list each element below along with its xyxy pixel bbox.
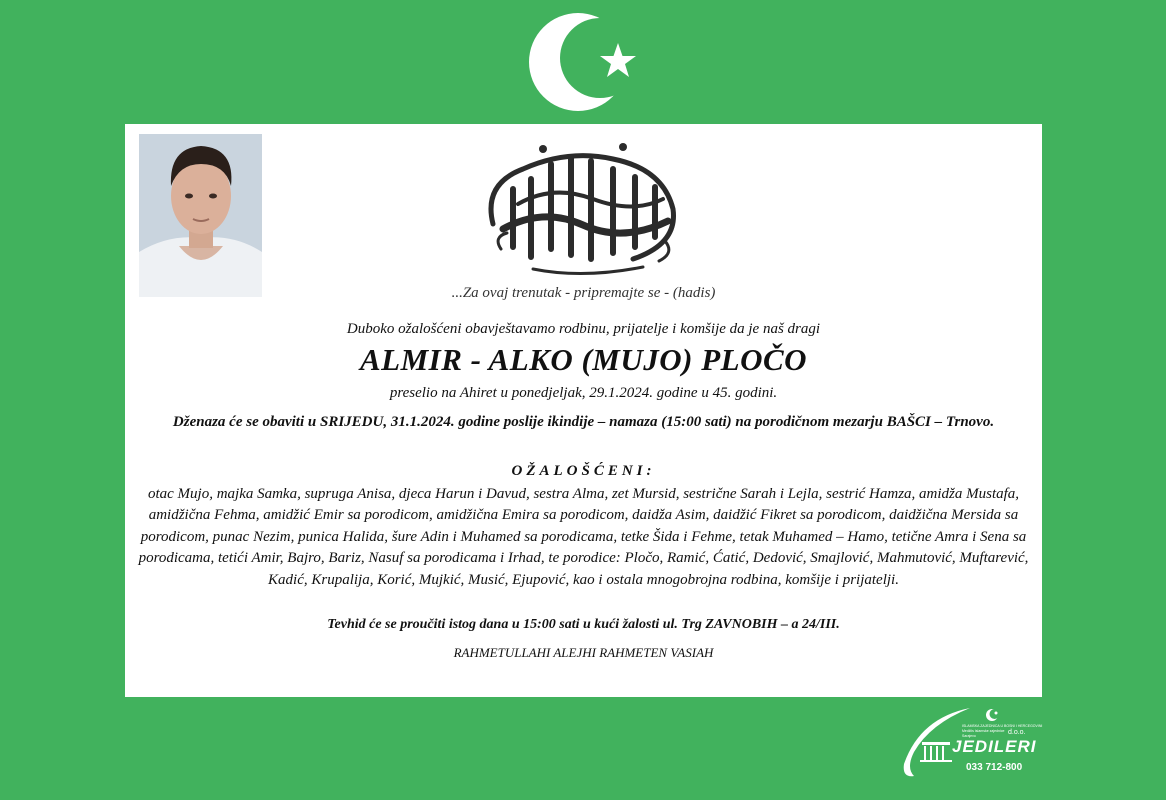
logo-line-1: ISLAMSKA ZAJEDNICA U BOSNI I HERCEGOVINI — [962, 724, 1043, 728]
mourners-list: otac Mujo, majka Samka, supruga Anisa, djeca Harun i Davud, sestra Alma, zet Mursid, sestrične Sarah i Lejla, sestrić Hamza, amidža Mustafa, amidžična Fehma, amidžić Emir sa porodicom, amidžična Emira sa porodicom, daidža Asim, daidžić Fikret sa porodicom, daidžična Mersida sa porodicom, punac Nezim, punica Halida, šure Adin i Muhamed sa porodicama, tetke Šida i Fehme, tetak Muhamed – Hamo, tetične Amra i Sena sa porodicama, tetići Amir, Bajro, Bariz, Nasuf sa porodicama i Irhad, te porodice: Pločo, Ramić, Ćatić, Dedović, Smajlović, Mahmutović, Muftarević, Kadić, Krupalija, Korić, Mujkić, Musić, Ejupović, kao i ostala mnogobrojna rodbina, komšije i prijatelji. — [138, 486, 1029, 588]
portrait-photo — [139, 134, 262, 297]
logo-line-2: Medžlis Islamske zajednice — [962, 729, 1005, 733]
logo-line-3: Sarajevo — [962, 734, 976, 738]
portrait-drawing — [139, 134, 262, 297]
deceased-name: ALMIR - ALKO (MUJO) PLOČO — [359, 342, 808, 377]
mourners-heading: OŽALOŠĆENI: — [511, 463, 656, 479]
hadis-quote: ...Za ovaj trenutak - pripremajte se - (hadis) — [451, 285, 716, 301]
jedileri-logo — [900, 704, 1050, 782]
date-of-death: preselio na Ahiret u ponedjeljak, 29.1.2024. godine u 45. godini. — [389, 385, 778, 401]
tevhid-details: Tevhid će se proučiti istog dana u 15:00 sati u kući žalosti ul. Trg ZAVNOBIH – a 24/III. — [327, 617, 840, 632]
funeral-details: Dženaza će se obaviti u SRIJEDU, 31.1.2024. godine poslije ikindije – namaza (15:00 sati) na porodičnom mezarju BAŠCI – Trnovo. — [172, 414, 995, 430]
obituary-card — [125, 124, 1042, 697]
intro-text: Duboko ožalošćeni obavještavamo rodbinu, prijatelje i komšije da je naš dragi — [346, 321, 821, 337]
logo-name: JEDILERI — [952, 737, 1037, 756]
arabic-calligraphy — [473, 129, 693, 279]
logo-phone: 033 712-800 — [966, 762, 1023, 773]
closing-prayer: RAHMETULLAHI ALEJHI RAHMETEN VASIAH — [453, 645, 714, 660]
logo-suffix: d.o.o. — [1008, 729, 1026, 736]
crescent-star-icon — [528, 12, 648, 112]
